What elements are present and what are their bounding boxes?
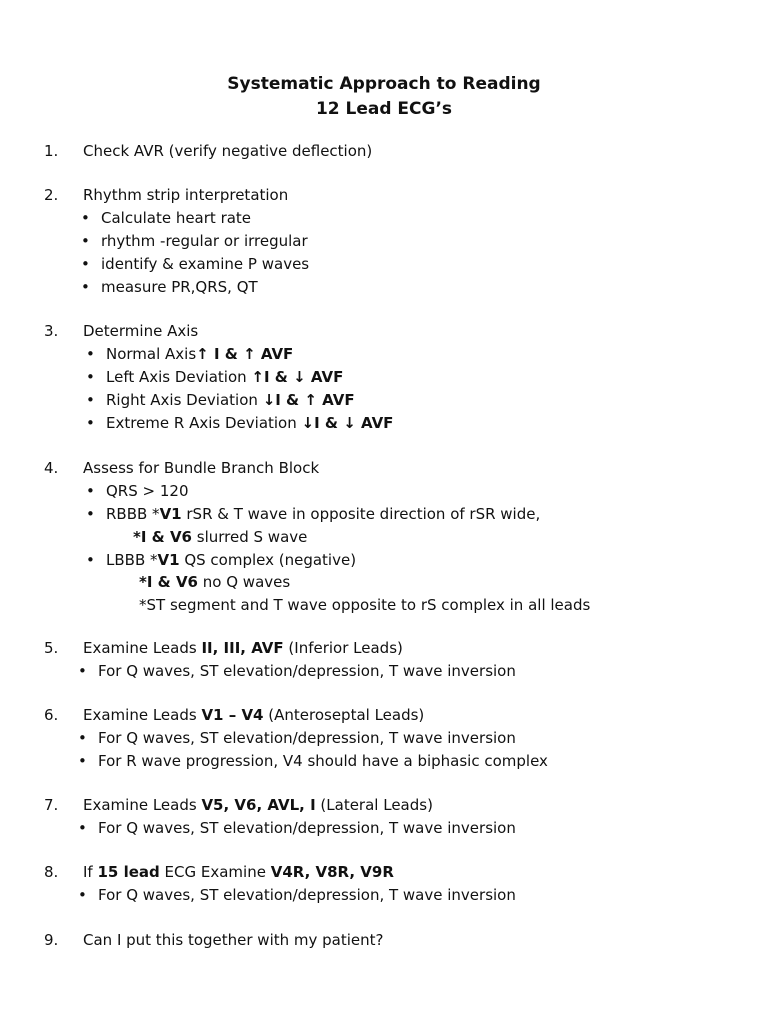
bullet-item: • For Q waves, ST elevation/depression, T wave inversion [98,884,516,906]
bullet-item: • measure PR,QRS, QT [101,276,258,298]
bullet-item-right-axis [106,389,355,411]
bullet-item: • Calculate heart rate [101,207,251,229]
item-number: 4. [44,459,59,477]
item-bold: 15 lead [97,863,160,881]
bullet-item-rbbb [106,503,540,525]
rbbb-pre: RBBB * [106,505,160,523]
item-number: 6. [44,706,59,724]
bullet-item-left-axis [106,366,343,388]
bullet-item: • rhythm -regular or irregular [101,230,308,252]
axis-label: Left Axis Deviation [106,368,252,386]
axis-value: ↑ I & ↑ AVF [196,345,294,363]
item-number: 3. [44,322,59,340]
bullet-item-normal-axis [106,343,293,365]
item-number: 2. [44,186,59,204]
item-text: Assess for Bundle Branch Block [83,459,320,477]
item-text: Can I put this together with my patient? [83,931,384,949]
bullet-item: • For R wave progression, V4 should have a biphasic complex [98,750,548,772]
rbbb-lead: V1 [159,505,182,523]
item-text-pre: Examine Leads [83,796,202,814]
lbbb-subline-2: *ST segment and T wave opposite to rS complex in all leads [139,596,591,614]
axis-label: Right Axis Deviation [106,391,263,409]
item-text-pre: Examine Leads [83,639,202,657]
item-number: 7. [44,796,59,814]
lbbb-sub-lead: *I & V6 [139,573,198,591]
bullet-item: • For Q waves, ST elevation/depression, T wave inversion [98,660,516,682]
lbbb-post: QS complex (negative) [179,551,357,569]
item-number: 5. [44,639,59,657]
rbbb-subline [133,526,307,548]
item-text [83,637,403,659]
document-title-line1: Systematic Approach to Reading [227,74,541,94]
item-text: Rhythm strip interpretation [83,186,289,204]
lbbb-subline-1 [139,571,290,593]
item-leads: II, III, AVF [201,639,284,657]
item-text: Check AVR (verify negative deflection) [83,142,373,160]
item-number: 9. [44,931,59,949]
item-text-pre: If [83,863,98,881]
item-text: Determine Axis [83,322,199,340]
bullet-item: • identify & examine P waves [101,253,309,275]
axis-label: Extreme R Axis Deviation [106,414,302,432]
bullet-item: • For Q waves, ST elevation/depression, T wave inversion [98,727,516,749]
lbbb-sub-post: no Q waves [198,573,291,591]
document-title-line2: 12 Lead ECG’s [315,99,453,119]
lbbb-pre: LBBB * [106,551,158,569]
item-text [83,704,424,726]
axis-value: ↓I & ↑ AVF [262,391,355,409]
item-leads: V4R, V8R, V9R [270,863,394,881]
item-text-post: (Inferior Leads) [283,639,403,657]
rbbb-sub-lead: *I & V6 [133,528,192,546]
axis-value: ↑I & ↓ AVF [251,368,344,386]
item-number: 8. [44,863,59,881]
item-text-mid: ECG Examine [159,863,271,881]
item-text-pre: Examine Leads [83,706,202,724]
item-text [83,794,433,816]
bullet-item-lbbb [106,549,356,571]
item-number: 1. [44,142,59,160]
item-text [83,861,394,883]
item-leads: V5, V6, AVL, I [201,796,316,814]
bullet-item-qrs: • QRS > 120 [106,480,189,502]
bullet-item-extreme-axis [106,412,393,434]
item-text-post: (Lateral Leads) [315,796,433,814]
rbbb-sub-post: slurred S wave [192,528,308,546]
axis-label: Normal Axis [106,345,197,363]
item-text-post: (Anteroseptal Leads) [263,706,425,724]
rbbb-post: rSR & T wave in opposite direction of rSR wide, [181,505,541,523]
bullet-item: • For Q waves, ST elevation/depression, T wave inversion [98,817,516,839]
axis-value: ↓I & ↓ AVF [301,414,394,432]
lbbb-lead: V1 [157,551,180,569]
item-leads: V1 – V4 [201,706,264,724]
